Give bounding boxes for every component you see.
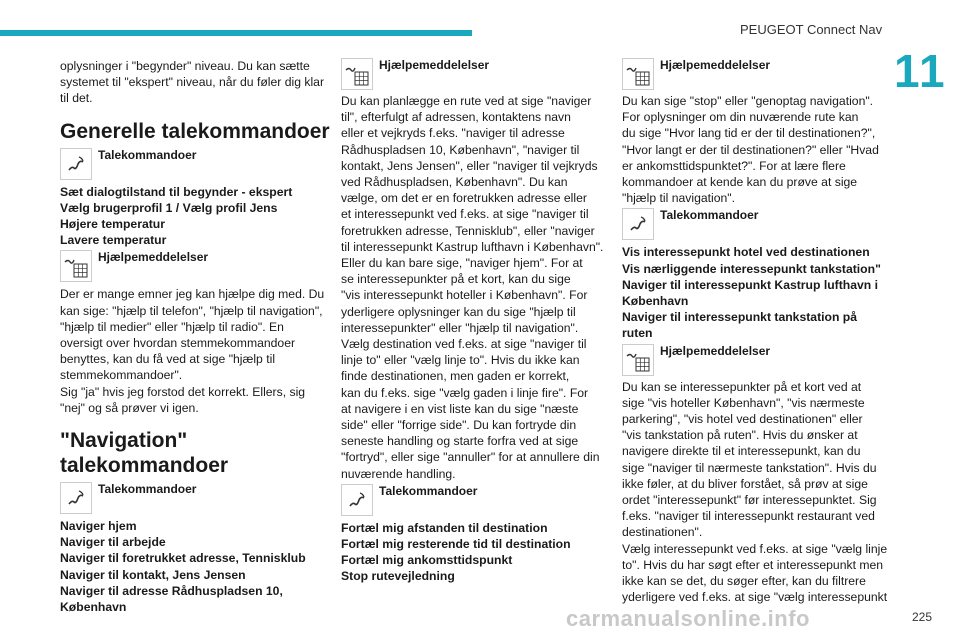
intro-text: oplysninger i "begynder" niveau. Du kan sætte systemet til "ekspert" niveau, når du føler dig klar til det. bbox=[60, 59, 325, 106]
column-1 bbox=[60, 58, 332, 615]
watermark: carmanualsonline.info bbox=[566, 606, 810, 631]
column-3 bbox=[622, 58, 890, 605]
help-messages-label: Hjælpemeddelelser bbox=[341, 58, 613, 90]
chapter-number: 11 bbox=[894, 45, 947, 97]
nav-commands-label: Talekommandoer bbox=[60, 482, 332, 514]
route-help-text: Du kan sige "stop" eller "genoptag navigation". For oplysninger om din nuværende rute kan du sige "Hvor lang tid er der til destinationen?", "Hvor langt er der til destinationen?" eller "Hvad er ankomsttidspunktet?". For at lære flere kommandoer at kende kan du prøve at sige "hjælp til navigation". bbox=[622, 94, 879, 206]
header-accent-bar bbox=[0, 30, 472, 36]
help-message-icon bbox=[341, 58, 373, 90]
voice-commands-label: Talekommandoer bbox=[60, 148, 332, 180]
help-messages-label: Hjælpemeddelelser bbox=[60, 250, 332, 282]
nav-commands-list: Naviger hjem Naviger til arbejde Naviger til foretrukket adresse, Tennisklub Naviger til kontakt, Jens Jensen Naviger til adresse Rådhuspladsen 10, København bbox=[60, 519, 306, 615]
header-title: PEUGEOT Connect Nav bbox=[740, 22, 883, 37]
voice-command-icon bbox=[341, 484, 373, 516]
help-message-icon bbox=[622, 344, 654, 376]
general-help-text: Der er mange emner jeg kan hjælpe dig med. Du kan sige: "hjælp til telefon", "hjælp til navigation", "hjælp til medier" eller "hjælp til radio". En oversigt over hvordan stemmekommandoer benyttes, kan du få ved at sige "hjælp til stemmekommandoer". Sig "ja" hvis jeg forstod det korrekt. Ellers, sig "nej" og så prøver vi igen. bbox=[60, 287, 325, 415]
help-messages-label-2: Hjælpemeddelelser bbox=[622, 344, 890, 376]
voice-command-icon bbox=[622, 208, 654, 240]
help-messages-label: Hjælpemeddelelser bbox=[622, 58, 890, 90]
voice-command-icon bbox=[60, 148, 92, 180]
poi-help-text: Du kan se interessepunkter på et kort ved at sige "vis hoteller København", "vis nærmeste parkering", "vis hotel ved destinationen" eller "vis tankstation på ruten". Hvis du ønsker at navigere direkte til et interessepunkt, kan du sige "naviger til nærmeste tankstation". Hvis du ikke føler, at du bliver forstået, så prøv at sige ordet "interessepunkt" før interessepunktet. Sig f.eks. "naviger til interessepunkt restaurant ved destinationen". Vælg interessepunkt ved f.eks. at sige "vælg linje to". Hvis du har søgt efter et interessepunkt men ikke kan se det, du søger efter, kan du filtrere yderligere ved f.eks. at sige "vælg interessepunkt bbox=[622, 379, 888, 605]
help-message-icon bbox=[60, 250, 92, 282]
nav-help-text: Du kan planlægge en rute ved at sige "naviger til", efterfulgt af adressen, kontaktens navn eller et vejkryds f.eks. "naviger til adresse Rådhuspladsen 10, København", "naviger til kontakt, Jens Jensen", eller "naviger til vejkryds ved Rådhuspladsen, København". Du kan vælge, om det er en foretrukken adresse eller et interessepunkt ved f.eks. at sige "naviger til foretrukken adresse, Tennisklub", eller "naviger til interessepunkt Kastrup lufthavn i København". Eller du kan bare sige, "naviger hjem". For at se interessepunkter på et kort, kan du sige "vis interessepunkt hoteller i København". For yderligere oplysninger kan du sige "hjælp til interessepunkter" eller "hjælp til navigation". Vælg destination ved f.eks. at sige "naviger til linje to" eller "vælg linje to". Hvis du ikke kan finde destinationen, men gaden er korrekt, kan du f.eks. sige "vælg gaden i linje fire". For at navigere i en vist liste kan du sige "næste side" eller "forrige side". Du kan fortryde din seneste handling og starte forfra ved at sige "fortryd", eller sige "annuller" for at annullere din nuværende handling. bbox=[341, 94, 604, 481]
voice-commands-label: Talekommandoer bbox=[341, 484, 613, 516]
general-commands-list: Sæt dialogtilstand til begynder - ekspert Vælg brugerprofil 1 / Vælg profil Jens Højere temperatur Lavere temperatur bbox=[60, 184, 293, 248]
heading-general-commands: Generelle talekommandoer bbox=[60, 119, 330, 143]
help-message-icon bbox=[622, 58, 654, 90]
poi-commands-list: Vis interessepunkt hotel ved destinationen Vis nærliggende interessepunkt tankstation" Naviger til interessepunkt Kastrup lufthavn i København Naviger til interessepunkt tankstation på ruten bbox=[622, 245, 881, 341]
voice-commands-label: Talekommandoer bbox=[622, 208, 890, 240]
page-number: 225 bbox=[912, 610, 933, 624]
column-2 bbox=[341, 58, 613, 585]
voice-command-icon bbox=[60, 482, 92, 514]
heading-navigation-commands: "Navigation" talekommandoer bbox=[60, 429, 229, 478]
route-commands-list: Fortæl mig afstanden til destination Fortæl mig resterende tid til destination Fortæl mig ankomsttidspunkt Stop rutevejledning bbox=[341, 520, 571, 584]
